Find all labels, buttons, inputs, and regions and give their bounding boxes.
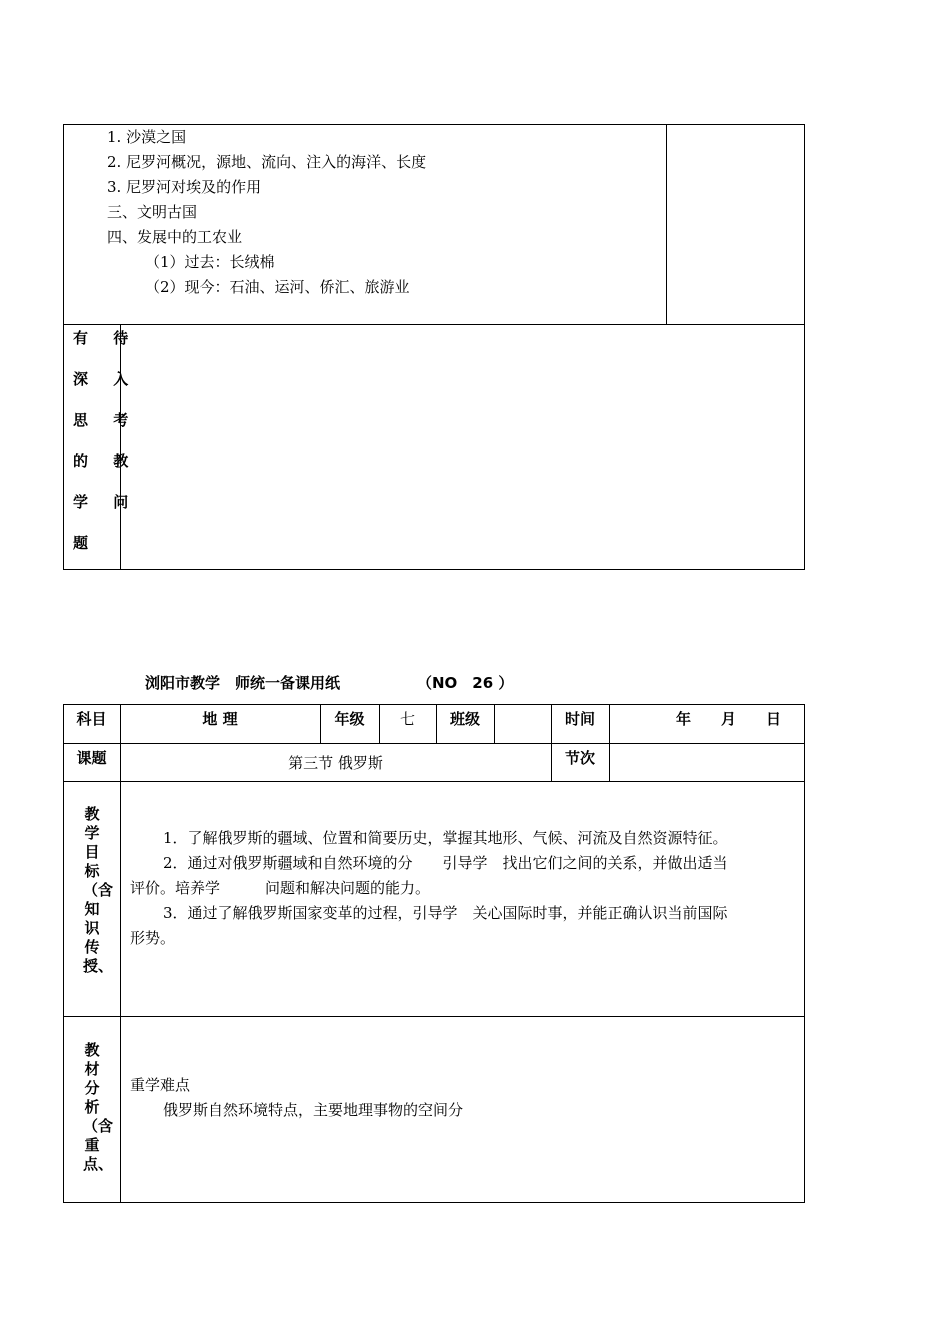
form-title: 浏阳市教学 师统一备课用纸: [145, 674, 341, 692]
subject-value: 地 理: [202, 710, 238, 728]
goal-line-4: 3．通过了解俄罗斯国家变革的过程，引导学 关心国际时事，并能正确认识当前国际: [163, 904, 728, 922]
goal-line-5: 形势。: [130, 929, 176, 947]
side-label-line-5: 学 问: [73, 493, 139, 511]
grade-value: 七: [399, 710, 415, 728]
materials-label: 教材分析（含重点、: [83, 1041, 114, 1173]
top-table-divider-vertical: [666, 124, 667, 325]
goal-line-3: 评价。培养学 问题和解决问题的能力。: [130, 879, 431, 897]
side-label-line-3: 思 考: [73, 411, 139, 429]
form-rule-3: [63, 1016, 805, 1017]
topic-value: 第三节 俄罗斯: [288, 754, 383, 772]
outline-item-2: 2. 尼罗河概况，源地、流向、注入的海洋、长度: [107, 153, 427, 171]
goals-label: 教学目标（含知识传授、: [83, 805, 114, 975]
form-label-divider: [120, 704, 121, 1203]
topic-label: 课题: [76, 749, 107, 767]
goal-line-2: 2．通过对俄罗斯疆域和自然环境的分 引导学 找出它们之间的关系，并做出适当: [163, 854, 728, 872]
outline-item-6: （1）过去：长绒棉: [145, 253, 275, 271]
top-table-divider-horizontal: [63, 324, 805, 325]
class-label: 班级: [449, 710, 480, 728]
grade-label: 年级: [334, 710, 365, 728]
date-value: 年 月 日: [676, 710, 782, 728]
side-label-line-2: 深 入: [73, 370, 139, 388]
side-label-line-4: 的 教: [73, 452, 139, 470]
outline-item-7: （2）现今：石油、运河、侨汇、旅游业: [145, 278, 410, 296]
form-rule-2: [63, 781, 805, 782]
materials-line-1: 俄罗斯自然环境特点，主要地理事物的空间分: [163, 1101, 464, 1119]
outline-item-4: 三、文明古国: [107, 203, 198, 221]
subject-label: 科目: [76, 710, 107, 728]
side-label-line-1: 有 待: [73, 329, 139, 347]
form-number: （NO 26 ）: [417, 674, 514, 692]
row1-divider-f: [609, 704, 610, 782]
side-label-line-6: 题: [73, 534, 99, 552]
row1-divider-d: [494, 704, 495, 744]
outline-item-1: 1. 沙漠之国: [107, 128, 187, 146]
time-label: 时间: [564, 710, 595, 728]
outline-item-5: 四、发展中的工农业: [107, 228, 243, 246]
outline-item-3: 3. 尼罗河对埃及的作用: [107, 178, 262, 196]
lesson-form-outline: [63, 704, 805, 1203]
goal-line-1: 1．了解俄罗斯的疆域、位置和简要历史，掌握其地形、气候、河流及自然资源特征。: [163, 829, 728, 847]
form-rule-1: [63, 743, 805, 744]
materials-heading: 重学难点: [130, 1076, 191, 1094]
section-label: 节次: [564, 749, 595, 767]
